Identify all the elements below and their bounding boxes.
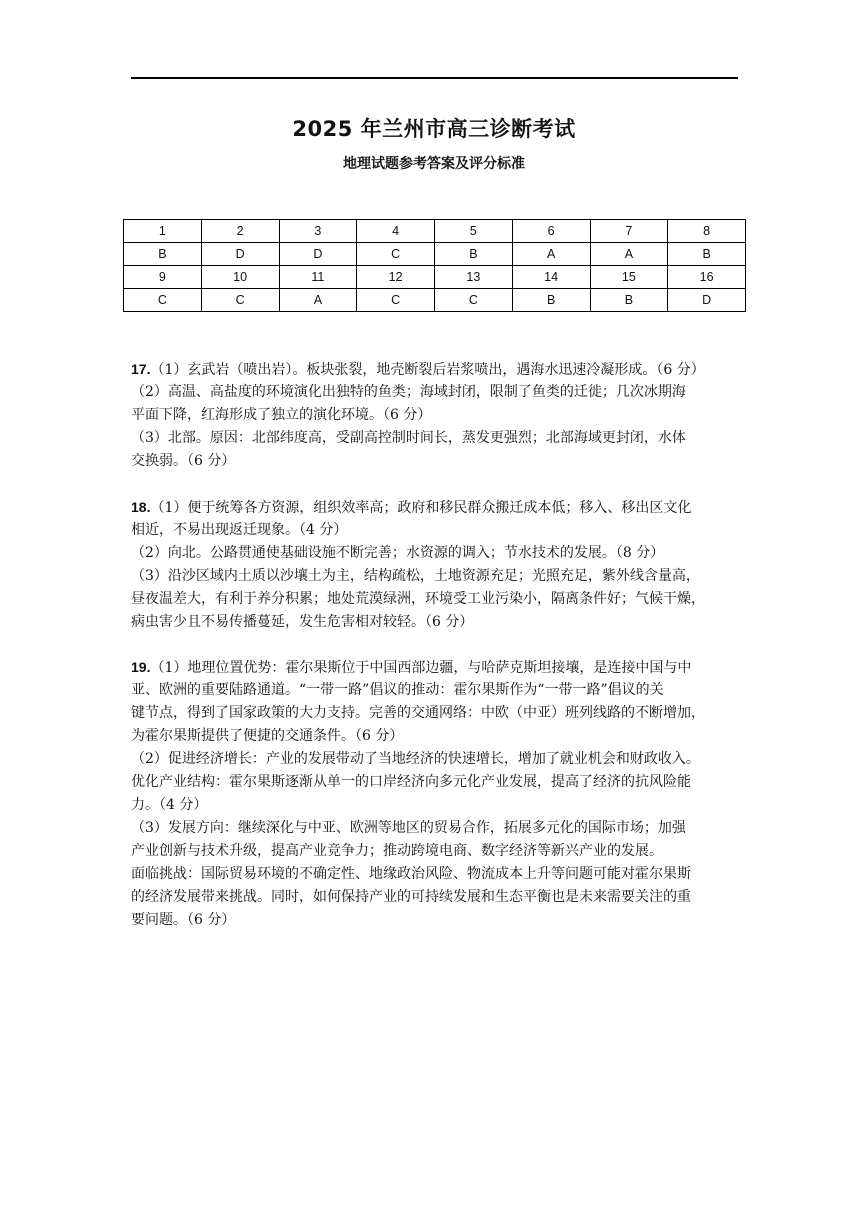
answer-line: （3）沿沙区域内土质以沙壤土为主，结构疏松，土地资源充足；光照充足，紫外线含量高， [131,568,700,584]
answer-line: 平面下降，红海形成了独立的演化环境。（6 分） [131,407,432,423]
answer-line: （2）促进经济增长：产业的发展带动了当地经济的快速增长，增加了就业机会和财政收入。 [131,751,700,767]
question-number-cell: 2 [201,220,279,243]
answer-text: （1）玄武岩（喷出岩）。板块张裂，地壳断裂后岩浆喷出，遇海水迅速冷凝形成。（6 分） [150,362,705,378]
question-number-row [124,266,746,289]
answer-letter-cell: C [124,289,202,312]
answer-line: 亚、欧洲的重要陆路通道。“一带一路”倡议的推动：霍尔果斯作为“一带一路”倡议的关 [131,682,664,698]
answer-letter-row [124,289,746,312]
question-number-cell: 16 [668,266,746,289]
answer-line [131,656,741,679]
page-subtitle: 地理试题参考答案及评分标准 [343,156,525,172]
answer-text: （1）便于统筹各方资源，组织效率高；政府和移民群众搬迁成本低；移入、移出区文化 [150,500,692,516]
question-19-answer [131,656,741,932]
answer-letter-cell: C [357,243,435,266]
answer-text: （1）地理位置优势：霍尔果斯位于中国西部边疆，与哈萨克斯坦接壤，是连接中国与中 [150,660,692,676]
question-number-cell: 11 [279,266,357,289]
answer-letter-cell: A [279,289,357,312]
answer-letter-cell: A [590,243,668,266]
answer-letter-cell: B [124,243,202,266]
top-rule [131,77,738,79]
question-number-cell: 13 [435,266,513,289]
question-number-cell: 3 [279,220,357,243]
answer-line: 键节点，得到了国家政策的大力支持。完善的交通网络：中欧（中亚）班列线路的不断增加， [131,705,705,721]
question-number-cell: 14 [512,266,590,289]
answer-line: 的经济发展带来挑战。同时，如何保持产业的可持续发展和生态平衡也是未来需要关注的重 [131,889,691,905]
question-number: 19. [131,659,151,675]
answer-line: 力。（4 分） [131,797,208,813]
answer-line: （3）北部。原因：北部纬度高，受副高控制时间长，蒸发更强烈；北部海域更封闭，水体 [131,430,686,446]
answer-line: 优化产业结构：霍尔果斯逐渐从单一的口岸经济向多元化产业发展，提高了经济的抗风险能 [131,774,691,790]
question-number-cell: 8 [668,220,746,243]
answer-line: （2）高温、高盐度的环境演化出独特的鱼类；海域封闭，限制了鱼类的迁徙；几次冰期海 [131,384,686,400]
answer-line [131,358,741,381]
answer-letter-cell: B [512,289,590,312]
answer-line: 面临挑战：国际贸易环境的不确定性、地缘政治风险、物流成本上升等问题可能对霍尔果斯 [131,866,691,882]
answer-table [123,219,746,312]
question-18-answer [131,496,741,634]
answer-line: 要问题。（6 分） [131,912,236,928]
question-number-cell: 5 [435,220,513,243]
answer-line: 交换弱。（6 分） [131,453,236,469]
answer-line [131,496,741,519]
answer-letter-cell: C [435,289,513,312]
answer-letter-cell: C [357,289,435,312]
answer-letter-cell: B [435,243,513,266]
answer-line: 相近，不易出现返迁现象。（4 分） [131,522,348,538]
page-title: 2025 年兰州市高三诊断考试 [292,117,576,141]
answer-letter-cell: B [590,289,668,312]
question-number-cell: 7 [590,220,668,243]
answer-letter-cell: C [201,289,279,312]
answer-line: 产业创新与技术升级，提高产业竞争力；推动跨境电商、数字经济等新兴产业的发展。 [131,843,663,859]
question-number-cell: 4 [357,220,435,243]
question-number: 17. [131,361,151,377]
answer-letter-cell: D [201,243,279,266]
answer-line: 昼夜温差大，有利于养分积累；地处荒漠绿洲，环境受工业污染小，隔离条件好；气候干燥， [131,591,705,607]
answer-letter-cell: A [512,243,590,266]
question-number-cell: 9 [124,266,202,289]
answer-line: 为霍尔果斯提供了便捷的交通条件。（6 分） [131,728,404,744]
answer-letter-cell: D [668,289,746,312]
question-number: 18. [131,499,151,515]
question-number-cell: 6 [512,220,590,243]
answer-line: （3）发展方向：继续深化与中亚、欧洲等地区的贸易合作，拓展多元化的国际市场；加强 [131,820,686,836]
answer-line: （2）向北。公路贯通使基础设施不断完善；水资源的调入；节水技术的发展。（8 分） [131,545,665,561]
answer-letter-cell: D [279,243,357,266]
question-17-answer [131,358,741,473]
answer-line: 病虫害少且不易传播蔓延，发生危害相对较轻。（6 分） [131,614,474,630]
answer-letter-cell: B [668,243,746,266]
question-number-cell: 1 [124,220,202,243]
question-number-row [124,220,746,243]
question-number-cell: 12 [357,266,435,289]
question-number-cell: 10 [201,266,279,289]
question-number-cell: 15 [590,266,668,289]
answer-letter-row [124,243,746,266]
